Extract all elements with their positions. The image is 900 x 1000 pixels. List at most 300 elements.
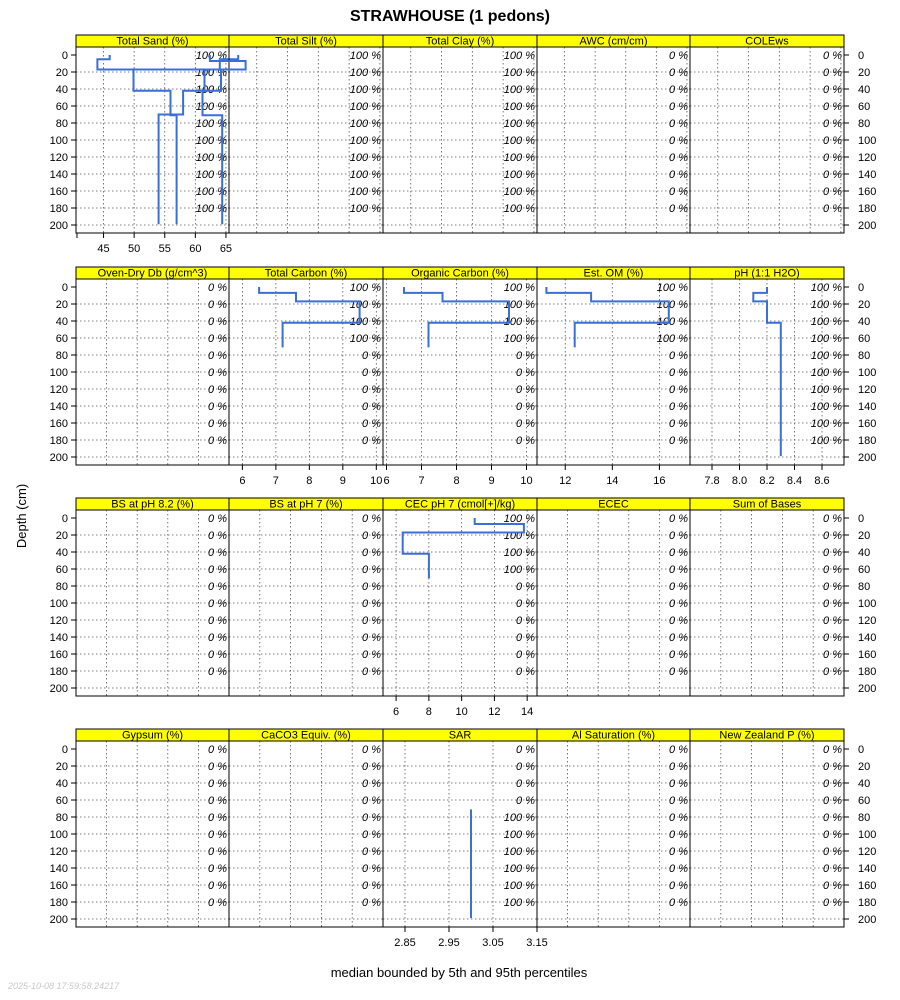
x-tick-label: 8.2 (759, 475, 775, 487)
x-tick-label: 6 (393, 706, 400, 718)
pct-label: 0 % (208, 333, 227, 345)
x-tick-label: 2.85 (394, 937, 416, 949)
pct-label: 100 % (810, 367, 842, 379)
panel-title: pH (1:1 H2O) (734, 267, 800, 280)
pct-label: 0 % (362, 812, 381, 824)
pct-label: 0 % (823, 564, 842, 576)
pct-label: 100 % (810, 316, 842, 328)
pct-label: 0 % (669, 846, 688, 858)
pct-label: 0 % (669, 564, 688, 576)
pct-label: 100 % (195, 152, 227, 164)
x-tick-label: 6 (383, 475, 390, 487)
pct-label: 0 % (823, 863, 842, 875)
pct-label: 0 % (362, 564, 381, 576)
pct-label: 0 % (669, 666, 688, 678)
panel-title: Total Clay (%) (425, 35, 495, 48)
x-axis-label: median bounded by 5th and 95th percentiles (330, 965, 588, 980)
x-tick-label: 10 (455, 706, 468, 718)
pct-label: 0 % (516, 367, 535, 379)
panel-title: AWC (cm/cm) (579, 35, 648, 48)
y-tick-label-right: 80 (858, 118, 871, 130)
pct-label: 0 % (669, 761, 688, 773)
y-tick-label-right: 0 (858, 744, 865, 756)
pct-label: 0 % (823, 530, 842, 542)
panel-sum-of-bases (690, 498, 844, 696)
y-tick-label-left: 140 (49, 632, 68, 644)
pct-label: 0 % (669, 435, 688, 447)
pct-label: 100 % (503, 118, 535, 130)
panel-awc-cm-cm (537, 35, 690, 233)
pct-label: 0 % (208, 649, 227, 661)
y-tick-label-left: 40 (55, 316, 68, 328)
y-tick-label-left: 160 (49, 186, 68, 198)
pct-label: 0 % (669, 350, 688, 362)
x-tick-label: 3.15 (526, 937, 548, 949)
y-tick-label-right: 200 (858, 220, 877, 232)
pct-label: 0 % (669, 812, 688, 824)
pct-label: 100 % (349, 152, 381, 164)
x-tick-label: 8 (425, 706, 432, 718)
y-tick-label-right: 0 (858, 50, 865, 62)
pct-label: 100 % (503, 880, 535, 892)
panel-title: ECEC (598, 498, 629, 511)
pct-label: 0 % (516, 778, 535, 790)
y-tick-label-right: 20 (858, 67, 871, 79)
pct-label: 0 % (516, 581, 535, 593)
pct-label: 0 % (208, 598, 227, 610)
pct-label: 0 % (823, 897, 842, 909)
pct-label: 0 % (669, 67, 688, 79)
x-tick-label: 14 (606, 475, 619, 487)
pct-label: 100 % (195, 67, 227, 79)
panel-row-1 (50, 35, 877, 255)
x-tick-label: 7.8 (704, 475, 720, 487)
y-tick-label-left: 80 (55, 350, 68, 362)
y-tick-label-left: 160 (49, 649, 68, 661)
x-tick-label: 8 (306, 475, 313, 487)
y-tick-label-left: 80 (55, 581, 68, 593)
x-tick-label: 7 (418, 475, 425, 487)
y-tick-label-right: 20 (858, 530, 871, 542)
pct-label: 0 % (669, 50, 688, 62)
pct-label: 100 % (503, 84, 535, 96)
pct-label: 100 % (503, 67, 535, 79)
panel-est-om (537, 267, 690, 487)
pct-label: 0 % (362, 829, 381, 841)
y-tick-label-right: 60 (858, 101, 871, 113)
pct-label: 0 % (516, 649, 535, 661)
panel-colews (690, 35, 844, 233)
pct-label: 100 % (503, 316, 535, 328)
pct-label: 0 % (669, 530, 688, 542)
pct-label: 0 % (208, 435, 227, 447)
pct-label: 0 % (669, 384, 688, 396)
y-tick-label-left: 180 (49, 897, 68, 909)
y-tick-label-right: 140 (858, 401, 877, 413)
y-tick-label-left: 100 (49, 135, 68, 147)
y-tick-label-left: 100 (49, 829, 68, 841)
pct-label: 100 % (195, 203, 227, 215)
x-tick-label: 9 (488, 475, 495, 487)
y-tick-label-left: 180 (49, 666, 68, 678)
panel-total-sand (76, 35, 232, 255)
y-tick-label-left: 100 (49, 367, 68, 379)
y-tick-label-left: 60 (55, 101, 68, 113)
pct-label: 100 % (195, 50, 227, 62)
y-tick-label-left: 60 (55, 333, 68, 345)
pct-label: 0 % (823, 152, 842, 164)
panel-title: New Zealand P (%) (719, 729, 815, 742)
pct-label: 100 % (349, 333, 381, 345)
pct-label: 0 % (362, 384, 381, 396)
panel-rows (50, 35, 877, 949)
pct-label: 100 % (810, 435, 842, 447)
pct-label: 0 % (823, 186, 842, 198)
pct-label: 0 % (362, 350, 381, 362)
pct-label: 0 % (823, 795, 842, 807)
pct-label: 0 % (516, 350, 535, 362)
pct-label: 0 % (823, 666, 842, 678)
pct-label: 0 % (362, 649, 381, 661)
x-tick-label: 55 (158, 243, 171, 255)
pct-label: 0 % (823, 581, 842, 593)
pct-label: 0 % (208, 581, 227, 593)
y-tick-label-right: 100 (858, 135, 877, 147)
panel-title: BS at pH 7 (%) (269, 498, 343, 511)
pct-label: 100 % (503, 897, 535, 909)
pct-label: 0 % (362, 598, 381, 610)
y-tick-label-left: 0 (61, 513, 68, 525)
y-tick-label-right: 100 (858, 598, 877, 610)
panel-title: Oven-Dry Db (g/cm^3) (97, 267, 208, 280)
panel-title: Total Sand (%) (116, 35, 189, 48)
x-tick-label: 10 (370, 475, 383, 487)
y-tick-label-left: 140 (49, 169, 68, 181)
pct-label: 100 % (195, 118, 227, 130)
pct-label: 0 % (823, 118, 842, 130)
y-tick-label-left: 60 (55, 564, 68, 576)
pct-label: 0 % (669, 203, 688, 215)
pct-label: 0 % (669, 84, 688, 96)
pct-label: 0 % (362, 435, 381, 447)
pct-label: 0 % (208, 795, 227, 807)
pct-label: 0 % (208, 384, 227, 396)
panel-cec-ph-7-cmol-kg (383, 498, 537, 718)
pct-label: 100 % (349, 67, 381, 79)
y-tick-label-right: 120 (858, 846, 877, 858)
pct-label: 100 % (503, 863, 535, 875)
pct-label: 0 % (823, 778, 842, 790)
pct-label: 0 % (669, 152, 688, 164)
pct-label: 100 % (349, 299, 381, 311)
y-tick-label-left: 20 (55, 299, 68, 311)
pct-label: 0 % (208, 778, 227, 790)
pct-label: 100 % (195, 135, 227, 147)
pct-label: 0 % (208, 744, 227, 756)
pct-label: 0 % (516, 435, 535, 447)
pct-label: 0 % (362, 863, 381, 875)
pct-label: 0 % (823, 169, 842, 181)
y-tick-label-right: 140 (858, 863, 877, 875)
y-tick-label-right: 40 (858, 316, 871, 328)
y-tick-label-left: 80 (55, 118, 68, 130)
pct-label: 0 % (208, 316, 227, 328)
pct-label: 100 % (349, 135, 381, 147)
y-tick-label-right: 60 (858, 564, 871, 576)
y-tick-label-left: 40 (55, 778, 68, 790)
pct-label: 0 % (362, 615, 381, 627)
y-tick-label-right: 40 (858, 84, 871, 96)
pct-label: 0 % (823, 135, 842, 147)
y-axis-label: Depth (cm) (14, 483, 29, 549)
pct-label: 100 % (810, 350, 842, 362)
pct-label: 100 % (810, 299, 842, 311)
y-tick-label-left: 120 (49, 846, 68, 858)
pct-label: 100 % (349, 203, 381, 215)
panel-bs-at-ph-7 (229, 498, 383, 696)
pct-label: 0 % (208, 880, 227, 892)
pct-label: 0 % (823, 761, 842, 773)
y-tick-label-right: 200 (858, 683, 877, 695)
pct-label: 0 % (516, 418, 535, 430)
x-tick-label: 16 (653, 475, 666, 487)
pct-label: 0 % (669, 418, 688, 430)
pct-label: 100 % (349, 84, 381, 96)
pct-label: 0 % (669, 744, 688, 756)
panel-al-saturation (537, 729, 690, 927)
pct-label: 100 % (195, 101, 227, 113)
pct-label: 100 % (195, 169, 227, 181)
y-tick-label-left: 80 (55, 812, 68, 824)
pct-label: 100 % (503, 50, 535, 62)
pct-label: 0 % (823, 880, 842, 892)
panel-title: Gypsum (%) (121, 729, 184, 742)
panel-total-carbon (229, 267, 383, 487)
y-tick-label-left: 40 (55, 547, 68, 559)
pct-label: 0 % (208, 615, 227, 627)
y-tick-label-left: 40 (55, 84, 68, 96)
pct-label: 0 % (516, 598, 535, 610)
pct-label: 0 % (362, 581, 381, 593)
y-tick-label-left: 0 (61, 50, 68, 62)
y-tick-label-left: 160 (49, 880, 68, 892)
pct-label: 0 % (208, 350, 227, 362)
pct-label: 0 % (362, 401, 381, 413)
pct-label: 100 % (503, 186, 535, 198)
pct-label: 0 % (669, 863, 688, 875)
y-tick-label-right: 100 (858, 829, 877, 841)
pct-label: 100 % (810, 333, 842, 345)
panel-title: Sum of Bases (732, 498, 802, 511)
y-tick-label-right: 140 (858, 169, 877, 181)
pct-label: 0 % (669, 135, 688, 147)
pct-label: 0 % (362, 367, 381, 379)
pct-label: 0 % (823, 649, 842, 661)
pct-label: 0 % (208, 761, 227, 773)
pct-label: 100 % (503, 135, 535, 147)
pct-label: 100 % (810, 401, 842, 413)
x-tick-label: 12 (559, 475, 572, 487)
y-tick-label-right: 180 (858, 203, 877, 215)
y-tick-label-left: 200 (49, 683, 68, 695)
y-tick-label-left: 160 (49, 418, 68, 430)
y-tick-label-right: 180 (858, 666, 877, 678)
pct-label: 0 % (208, 401, 227, 413)
pct-label: 100 % (656, 316, 688, 328)
pct-label: 100 % (195, 186, 227, 198)
pct-label: 0 % (669, 401, 688, 413)
pct-label: 100 % (349, 316, 381, 328)
pct-label: 100 % (503, 530, 535, 542)
panel-title: SAR (448, 729, 472, 742)
pct-label: 100 % (503, 203, 535, 215)
pct-label: 100 % (810, 418, 842, 430)
pct-label: 0 % (669, 778, 688, 790)
pct-label: 0 % (362, 778, 381, 790)
pct-label: 100 % (810, 282, 842, 294)
pct-label: 100 % (503, 829, 535, 841)
pct-label: 0 % (362, 513, 381, 525)
pct-label: 0 % (362, 418, 381, 430)
y-tick-label-right: 160 (858, 649, 877, 661)
panel-title: COLEws (745, 35, 789, 48)
y-tick-label-left: 120 (49, 152, 68, 164)
pct-label: 0 % (823, 50, 842, 62)
pct-label: 0 % (516, 666, 535, 678)
panel-title: BS at pH 8.2 (%) (111, 498, 194, 511)
x-tick-label: 7 (272, 475, 279, 487)
pct-label: 100 % (503, 299, 535, 311)
pct-label: 0 % (208, 812, 227, 824)
y-tick-label-left: 20 (55, 761, 68, 773)
y-tick-label-right: 160 (858, 186, 877, 198)
pct-label: 100 % (656, 333, 688, 345)
pct-label: 0 % (823, 67, 842, 79)
x-tick-label: 50 (128, 243, 141, 255)
pct-label: 0 % (516, 401, 535, 413)
y-tick-label-right: 20 (858, 299, 871, 311)
x-tick-label: 10 (520, 475, 533, 487)
y-tick-label-right: 0 (858, 282, 865, 294)
y-tick-label-left: 20 (55, 530, 68, 542)
x-tick-label: 2.95 (438, 937, 460, 949)
pct-label: 0 % (362, 632, 381, 644)
y-tick-label-right: 100 (858, 367, 877, 379)
y-tick-label-right: 20 (858, 761, 871, 773)
pct-label: 0 % (362, 846, 381, 858)
y-tick-label-right: 80 (858, 812, 871, 824)
pct-label: 0 % (208, 530, 227, 542)
pct-label: 0 % (669, 649, 688, 661)
pct-label: 0 % (669, 880, 688, 892)
pct-label: 0 % (669, 598, 688, 610)
pct-label: 100 % (810, 384, 842, 396)
pct-label: 0 % (669, 118, 688, 130)
pct-label: 0 % (516, 384, 535, 396)
y-tick-label-right: 80 (858, 350, 871, 362)
y-tick-label-right: 40 (858, 778, 871, 790)
pct-label: 100 % (349, 186, 381, 198)
pct-label: 0 % (669, 367, 688, 379)
pct-label: 100 % (503, 169, 535, 181)
y-tick-label-right: 60 (858, 795, 871, 807)
pct-label: 0 % (823, 547, 842, 559)
y-tick-label-left: 140 (49, 401, 68, 413)
pct-label: 0 % (669, 897, 688, 909)
pct-label: 0 % (362, 744, 381, 756)
x-tick-label: 8 (453, 475, 460, 487)
x-tick-label: 12 (488, 706, 501, 718)
x-tick-label: 60 (189, 243, 202, 255)
pct-label: 0 % (208, 299, 227, 311)
y-tick-label-left: 60 (55, 795, 68, 807)
panel-bs-at-ph-8-2 (76, 498, 229, 696)
pct-label: 0 % (669, 615, 688, 627)
pct-label: 100 % (195, 84, 227, 96)
pct-label: 0 % (823, 615, 842, 627)
y-tick-label-right: 120 (858, 384, 877, 396)
y-tick-label-left: 100 (49, 598, 68, 610)
y-tick-label-right: 160 (858, 418, 877, 430)
panel-caco3-equiv (229, 729, 383, 927)
pct-label: 0 % (516, 744, 535, 756)
pct-label: 0 % (669, 186, 688, 198)
pct-label: 0 % (208, 897, 227, 909)
pct-label: 0 % (516, 761, 535, 773)
pct-label: 100 % (503, 547, 535, 559)
y-tick-label-right: 180 (858, 435, 877, 447)
pct-label: 0 % (823, 513, 842, 525)
panel-row-4 (50, 729, 877, 949)
y-tick-label-right: 200 (858, 452, 877, 464)
panel-sar (383, 729, 548, 949)
panel-title: Total Carbon (%) (264, 267, 348, 280)
panel-row-2 (50, 267, 877, 487)
y-tick-label-left: 140 (49, 863, 68, 875)
pct-label: 0 % (208, 513, 227, 525)
y-tick-label-left: 200 (49, 220, 68, 232)
y-tick-label-right: 0 (858, 513, 865, 525)
pct-label: 100 % (503, 846, 535, 858)
pct-label: 0 % (208, 418, 227, 430)
y-tick-label-right: 80 (858, 581, 871, 593)
pct-label: 0 % (669, 795, 688, 807)
pct-label: 100 % (656, 299, 688, 311)
y-tick-label-left: 120 (49, 615, 68, 627)
pct-label: 0 % (823, 101, 842, 113)
pct-label: 100 % (503, 564, 535, 576)
pct-label: 0 % (823, 812, 842, 824)
panel-title: Total Silt (%) (275, 35, 337, 48)
pct-label: 0 % (362, 880, 381, 892)
pct-label: 0 % (362, 897, 381, 909)
panel-ecec (537, 498, 690, 696)
timestamp: 2025-10-08 17:59:58.24217 (8, 981, 120, 991)
panel-gypsum (76, 729, 229, 927)
pct-label: 100 % (503, 101, 535, 113)
pct-label: 100 % (349, 282, 381, 294)
pct-label: 100 % (349, 50, 381, 62)
pct-label: 100 % (503, 812, 535, 824)
x-tick-label: 65 (219, 243, 233, 255)
x-tick-label: 6 (239, 475, 246, 487)
x-tick-label: 14 (521, 706, 534, 718)
panel-new-zealand-p (690, 729, 844, 927)
y-tick-label-right: 60 (858, 333, 871, 345)
pct-label: 0 % (208, 829, 227, 841)
pct-label: 0 % (669, 581, 688, 593)
pct-label: 0 % (208, 632, 227, 644)
